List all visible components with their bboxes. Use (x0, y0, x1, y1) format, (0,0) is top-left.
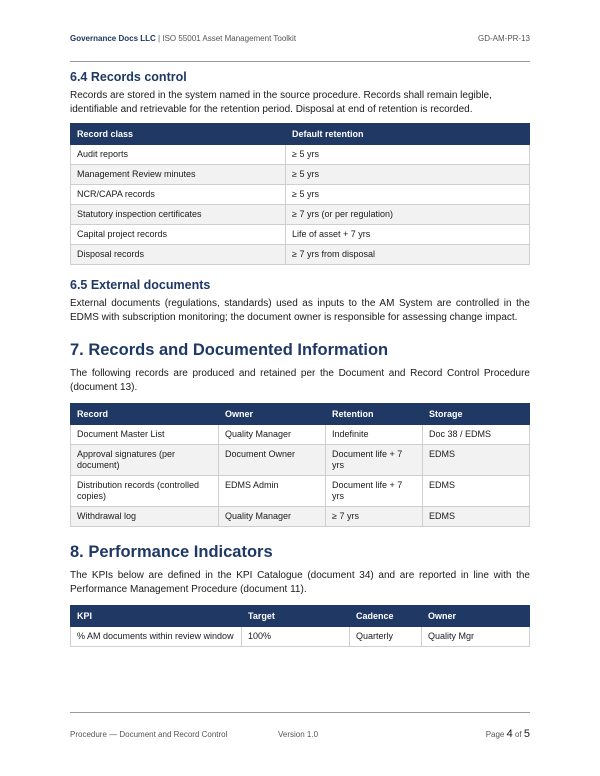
table-header-row (71, 606, 530, 627)
table-row (71, 445, 530, 476)
column-header: Storage (423, 404, 530, 425)
table-cell: EDMS (423, 445, 530, 476)
current-page: 4 (506, 728, 513, 740)
section-6-4-body: Records are stored in the system named in the source procedure. Records shall remain legible, identifiable and retrievable for the retention period. Disposal at end of retention is recorded. (70, 90, 492, 115)
table-cell: Doc 38 / EDMS (423, 425, 530, 445)
page-label: Page (485, 730, 505, 739)
table-row (71, 205, 530, 225)
table-row (71, 245, 530, 265)
table-row (71, 507, 530, 527)
table-cell: Document life + 7 yrs (326, 445, 423, 476)
column-header: Retention (326, 404, 423, 425)
table-cell: Document Owner (219, 445, 326, 476)
table-row (71, 225, 530, 245)
column-header: Owner (219, 404, 326, 425)
page-footer (70, 730, 530, 739)
section-6-5-body: External documents (regulations, standards) used as inputs to the AM System are controlled in the EDMS with subscription monitoring; the document owner is responsible for assessing change impact. (70, 298, 530, 323)
table-cell: Indefinite (326, 425, 423, 445)
table-cell: Audit reports (71, 145, 286, 165)
table-row (71, 165, 530, 185)
section-6-5-heading: 6.5 External documents (70, 278, 211, 292)
table-cell: EDMS Admin (219, 476, 326, 507)
page-content (70, 70, 530, 647)
column-header: KPI (71, 606, 242, 627)
table-cell: Distribution records (controlled copies) (71, 476, 219, 507)
table-cell: Document life + 7 yrs (326, 476, 423, 507)
column-header: Cadence (350, 606, 422, 627)
table-cell: NCR/CAPA records (71, 185, 286, 205)
table-cell: % AM documents within review window (71, 627, 242, 647)
table-cell: Document Master List (71, 425, 219, 445)
table-cell: ≥ 5 yrs (286, 185, 530, 205)
table-row (71, 627, 530, 647)
column-header: Owner (422, 606, 530, 627)
table-row (71, 425, 530, 445)
table-cell: Disposal records (71, 245, 286, 265)
table-cell: Quality Manager (219, 425, 326, 445)
table-cell: Life of asset + 7 yrs (286, 225, 530, 245)
table-cell: Statutory inspection certificates (71, 205, 286, 225)
table-row (71, 476, 530, 507)
column-header: Record class (71, 124, 286, 145)
table-row (71, 145, 530, 165)
section-8-body: The KPIs below are defined in the KPI Catalogue (document 34) and are reported in line with the Performance Management Procedure (document 11). (70, 570, 530, 595)
total-pages: 5 (523, 728, 530, 740)
table-cell: ≥ 7 yrs from disposal (286, 245, 530, 265)
table-row (71, 185, 530, 205)
table-cell: Quarterly (350, 627, 422, 647)
footer-divider (70, 712, 530, 713)
footer-document-title: Procedure — Document and Record Control (70, 730, 228, 739)
table-cell: 100% (242, 627, 350, 647)
table-header-row (71, 124, 530, 145)
column-header: Target (242, 606, 350, 627)
table-cell: Quality Manager (219, 507, 326, 527)
page-header (70, 34, 530, 43)
page-of-label: of (514, 730, 522, 739)
section-8-heading: 8. Performance Indicators (70, 543, 273, 561)
company-name: Governance Docs LLC (70, 34, 156, 43)
table-cell: Withdrawal log (71, 507, 219, 527)
records-retention-table (70, 123, 530, 265)
column-header: Default retention (286, 124, 530, 145)
table-cell: EDMS (423, 507, 530, 527)
table-cell: Approval signatures (per document) (71, 445, 219, 476)
table-cell: EDMS (423, 476, 530, 507)
section-7-body: The following records are produced and retained per the Document and Record Control Procedure (document 13). (70, 368, 530, 393)
page-number (486, 728, 530, 740)
section-6-4-heading: 6.4 Records control (70, 70, 187, 84)
header-left (70, 34, 296, 43)
documented-information-table (70, 403, 530, 527)
table-cell: ≥ 7 yrs (or per regulation) (286, 205, 530, 225)
toolkit-name: | ISO 55001 Asset Management Toolkit (158, 34, 297, 43)
section-7-heading: 7. Records and Documented Information (70, 341, 389, 359)
header-divider (70, 61, 530, 62)
table-cell: ≥ 7 yrs (326, 507, 423, 527)
table-header-row (71, 404, 530, 425)
table-cell: ≥ 5 yrs (286, 145, 530, 165)
table-cell: Capital project records (71, 225, 286, 245)
footer-version: Version 1.0 (278, 730, 319, 739)
table-cell: Management Review minutes (71, 165, 286, 185)
kpi-table (70, 605, 530, 647)
column-header: Record (71, 404, 219, 425)
table-cell: Quality Mgr (422, 627, 530, 647)
table-cell: ≥ 5 yrs (286, 165, 530, 185)
document-id: GD-AM-PR-13 (477, 34, 530, 43)
